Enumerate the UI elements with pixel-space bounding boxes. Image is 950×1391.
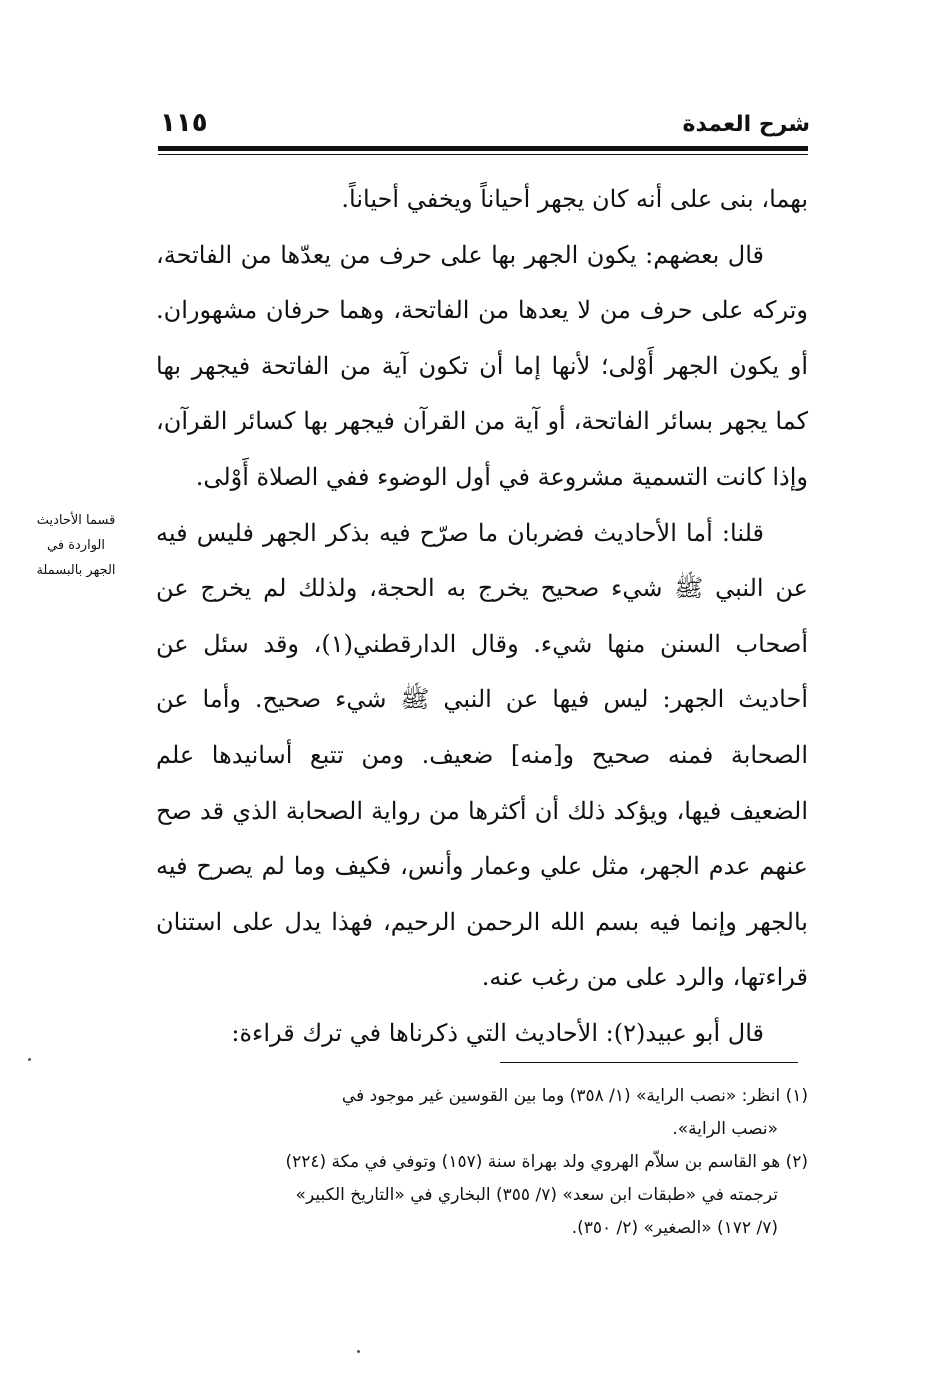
- running-title: شرح العمدة: [682, 112, 810, 137]
- footnote-2-line: (٧/ ١٧٢) «الصغير» (٢/ ٣٥٠).: [571, 1218, 778, 1238]
- footnote-2-line: (٢) هو القاسم بن سلاّم الهروي ولد بهراة سنة (١٥٧) وتوفي في مكة (٢٢٤): [285, 1152, 808, 1172]
- margin-note-line: الجهر بالبسملة: [36, 563, 116, 578]
- paragraph-2: قال بعضهم: يكون الجهر بها على حرف من يعدّها من الفاتحة، وتركه على حرف من لا يعدها من الفاتحة، وهما حرفان مشهوران. أو يكون الجهر أَوْلى؛ لأنها إما أن تكون آية من الفاتحة فيجهر بها كما يجهر بسائر الفاتحة، أو آية من القرآن فيجهر بها كسائر القرآن، وإذا كانت التسمية مشروعة في أول الوضوء ففي الصلاة أَوْلى.: [156, 240, 808, 491]
- paragraph-1: بهما، بنى على أنه كان يجهر أحياناً ويخفي أحياناً.: [341, 185, 808, 213]
- footnote-2-line: ترجمته في «طبقات ابن سعد» (٧/ ٣٥٥) البخاري في «التاريخ الكبير»: [295, 1185, 778, 1205]
- footnotes: [156, 1080, 808, 1245]
- margin-note-line: قسما الأحاديث: [36, 513, 116, 528]
- footnote-separator: [500, 1062, 798, 1063]
- main-text: [156, 172, 808, 1062]
- margin-note-line: الواردة في: [47, 538, 105, 553]
- scan-speck: [357, 1350, 360, 1353]
- header-rule-thin: [158, 154, 808, 155]
- paragraph-3: قلنا: أما الأحاديث فضربان ما صرّح فيه بذكر الجهر فليس فيه عن النبي ﷺ شيء صحيح يخرج به الحجة، ولذلك لم يخرج عن أصحاب السنن منها شيء. وقال الدارقطني(١)، وقد سئل عن أحاديث الجهر: ليس فيها عن النبي ﷺ شيء صحيح. وأما عن الصحابة فمنه صحيح و[منه] ضعيف. ومن تتبع أسانيدها علم الضعيف فيها، ويؤكد ذلك أن أكثرها من رواية الصحابة الذي قد صح عنهم عدم الجهر، مثل علي وعمار وأنس، فكيف وما لم يصرح فيه بالجهر وإنما فيه بسم الله الرحمن الرحيم، فهذا يدل على استنان قراءتها، والرد على من رغب عنه.: [156, 518, 809, 992]
- margin-note: [14, 508, 138, 583]
- footnote-1-line: «نصب الراية».: [672, 1119, 778, 1139]
- page-number: ١١٥: [160, 108, 208, 138]
- footnote-1-line: (١) انظر: «نصب الراية» (١/ ٣٥٨) وما بين القوسين غير موجود في: [341, 1086, 808, 1106]
- paragraph-4: قال أبو عبيد(٢): الأحاديث التي ذكرناها في ترك قراءة:: [231, 1018, 764, 1047]
- header-rule-thick: [158, 146, 808, 151]
- scan-speck: [28, 1058, 31, 1061]
